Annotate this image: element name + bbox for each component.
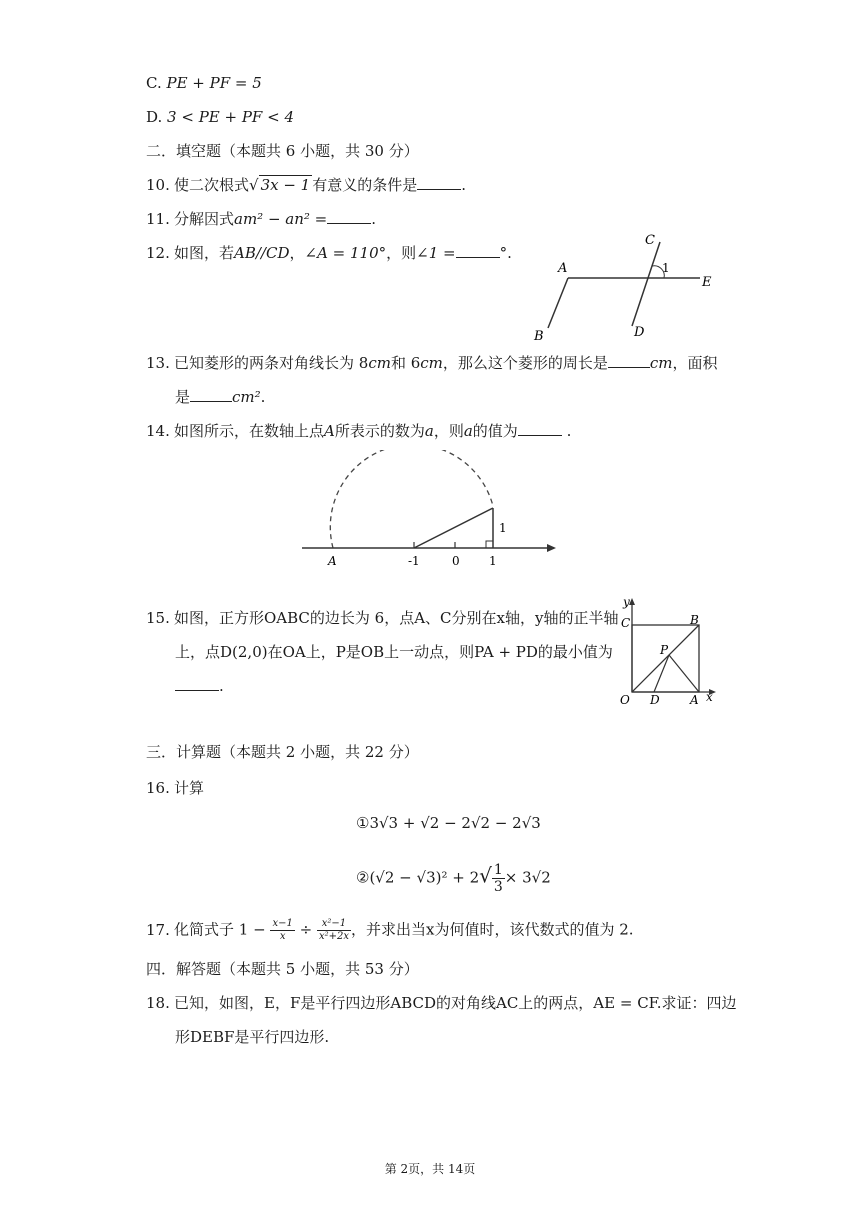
q17-divide: ÷ [299,920,313,939]
q16-expr-2-pre: ②(√2 − √3)² + 2 [356,868,480,887]
q10-text-2: 有意义的条件是 [312,176,418,194]
answer-blank[interactable] [456,243,500,258]
option-d-expr: 3 < PE + PF < 4 [167,108,294,126]
label-E: E [702,275,712,290]
q12-parallel: AB//CD [234,244,290,262]
question-13 [146,352,718,374]
option-d [146,106,294,128]
q10-radicand: 3x − 1 [260,176,311,194]
question-14 [146,420,571,442]
question-11 [146,208,376,230]
question-number: 18. [146,994,170,1012]
label-A: A [328,554,337,568]
page-footer: 第 2页，共 14页 [384,1162,476,1176]
q14-end: . [561,422,572,440]
q12-end: °. [499,244,512,262]
q15-figure [618,594,722,706]
option-c-expr: PE + PF = 5 [166,74,262,92]
q10-end: . [461,176,467,194]
q16-expr-2-post: × 3√2 [504,868,551,887]
q12-figure [528,230,718,345]
q13-text-b: 和 6 [390,354,421,372]
q14-figure [296,450,566,575]
label-y: y [623,595,630,609]
label-0: 0 [452,554,460,568]
q13-end: . [260,388,266,406]
q14-var: a [424,422,434,440]
label-D: D [634,325,645,340]
q14-text: 如图所示，在数轴上点 [174,422,325,440]
q15-end: . [219,677,224,695]
q12-comma: ， [289,244,305,262]
question-17 [146,918,634,943]
q11-end: . [371,210,377,228]
label-O: O [620,693,630,706]
question-13-line-2 [175,386,265,408]
q14-text-2: 所表示的数为 [334,422,425,440]
question-15 [146,607,618,629]
question-18-line-2: 形DEBF是平行四边形. [175,1028,330,1046]
q11-expr: am² − an² = [234,210,328,228]
question-12 [146,242,512,264]
question-number: 16. [146,779,170,797]
q14-text-4: 的值为 [472,422,518,440]
question-number: 15. [146,609,170,627]
label-B: B [534,329,544,344]
q13-unit: cm² [232,388,261,406]
q13-text-d: ，面积 [672,354,718,372]
q16-expr-2: ②(√2 − √3)² + 2√ $\frac{1}{3}$ × 3√2 [356,862,551,895]
answer-blank[interactable] [608,353,650,368]
section-2-title: 二．填空题（本题共 6 小题，共 30 分） [146,142,419,160]
question-number: 14. [146,422,170,440]
q16-fraction: $\frac{1}{3}$ [493,862,503,895]
q12-text: 如图，若 [174,244,235,262]
q12-ans: ∠1 = [416,244,456,262]
label-angle-1: 1 [662,261,670,275]
q17-text: 化简式子 1 − [174,920,266,939]
q16-text: 计算 [174,779,205,797]
label-B: B [690,613,699,627]
q13-unit: cm [420,354,443,372]
answer-blank[interactable] [417,175,461,190]
answer-blank[interactable] [327,209,371,224]
q17-text-2: ，并求出当x为何值时，该代数式的值为 2. [351,920,634,939]
q13-unit: cm [649,354,673,372]
q16-expr-1: ①3√3 + √2 − 2√2 − 2√3 [356,814,541,832]
question-15-line-2: 上，点D(2,0)在OA上，P是OB上一动点，则PA + PD的最小值为 [175,643,613,661]
q12-then: ，则 [386,244,417,262]
question-number: 12. [146,244,170,262]
answer-blank[interactable] [518,421,562,436]
q18-text-1: 已知，如图，E，F是平行四边形ABCD的对角线AC上的两点，AE = CF.求证：四边 [174,994,737,1012]
label-C: C [621,616,631,630]
label-C: C [645,233,655,248]
label-A: A [558,261,568,276]
label-minus-1: -1 [408,554,420,568]
label-x: x [706,690,713,704]
option-c [146,72,262,94]
q14-var: a [463,422,473,440]
q13-unit: cm [368,354,391,372]
q11-text: 分解因式 [174,210,235,228]
q13-text-a: 已知菱形的两条对角线长为 8 [174,354,369,372]
question-number: 10. [146,176,170,194]
label-side-1: 1 [499,521,507,535]
question-15-line-3 [175,675,224,697]
q10-text: 使二次根式 [174,176,250,194]
option-d-label: D. [146,108,163,126]
question-16 [146,777,204,799]
question-10: 10. 使二次根式√ 3x − 1 有意义的条件是 . [146,176,467,194]
q14-point: A [324,422,335,440]
q13-text-c: ，那么这个菱形的周长是 [442,354,608,372]
answer-blank[interactable] [175,676,219,691]
section-4-title: 四．解答题（本题共 5 小题，共 53 分） [146,960,419,978]
q17-fraction-1: $\frac{x-1}{x}$ [272,918,293,942]
option-c-label: C. [146,74,162,92]
answer-blank[interactable] [190,387,232,402]
q17-fraction-2: $\frac{\text{x²−1}}{\text{x²+2x}}$ [318,918,349,942]
q15-text-1: 如图，正方形OABC的边长为 6，点A、C分别在x轴，y轴的正半轴 [174,609,619,627]
section-3-title: 三．计算题（本题共 2 小题，共 22 分） [146,743,419,761]
q14-text-3: ，则 [433,422,464,440]
question-18 [146,992,737,1014]
q12-angle: ∠A = 110° [304,244,387,262]
label-P: P [660,643,669,657]
q13-text-e: 是 [175,388,191,406]
question-number: 13. [146,354,170,372]
label-A: A [690,693,699,706]
label-D: D [650,693,660,706]
question-number: 17. [146,920,170,939]
question-number: 11. [146,210,170,228]
label-1: 1 [489,554,497,568]
